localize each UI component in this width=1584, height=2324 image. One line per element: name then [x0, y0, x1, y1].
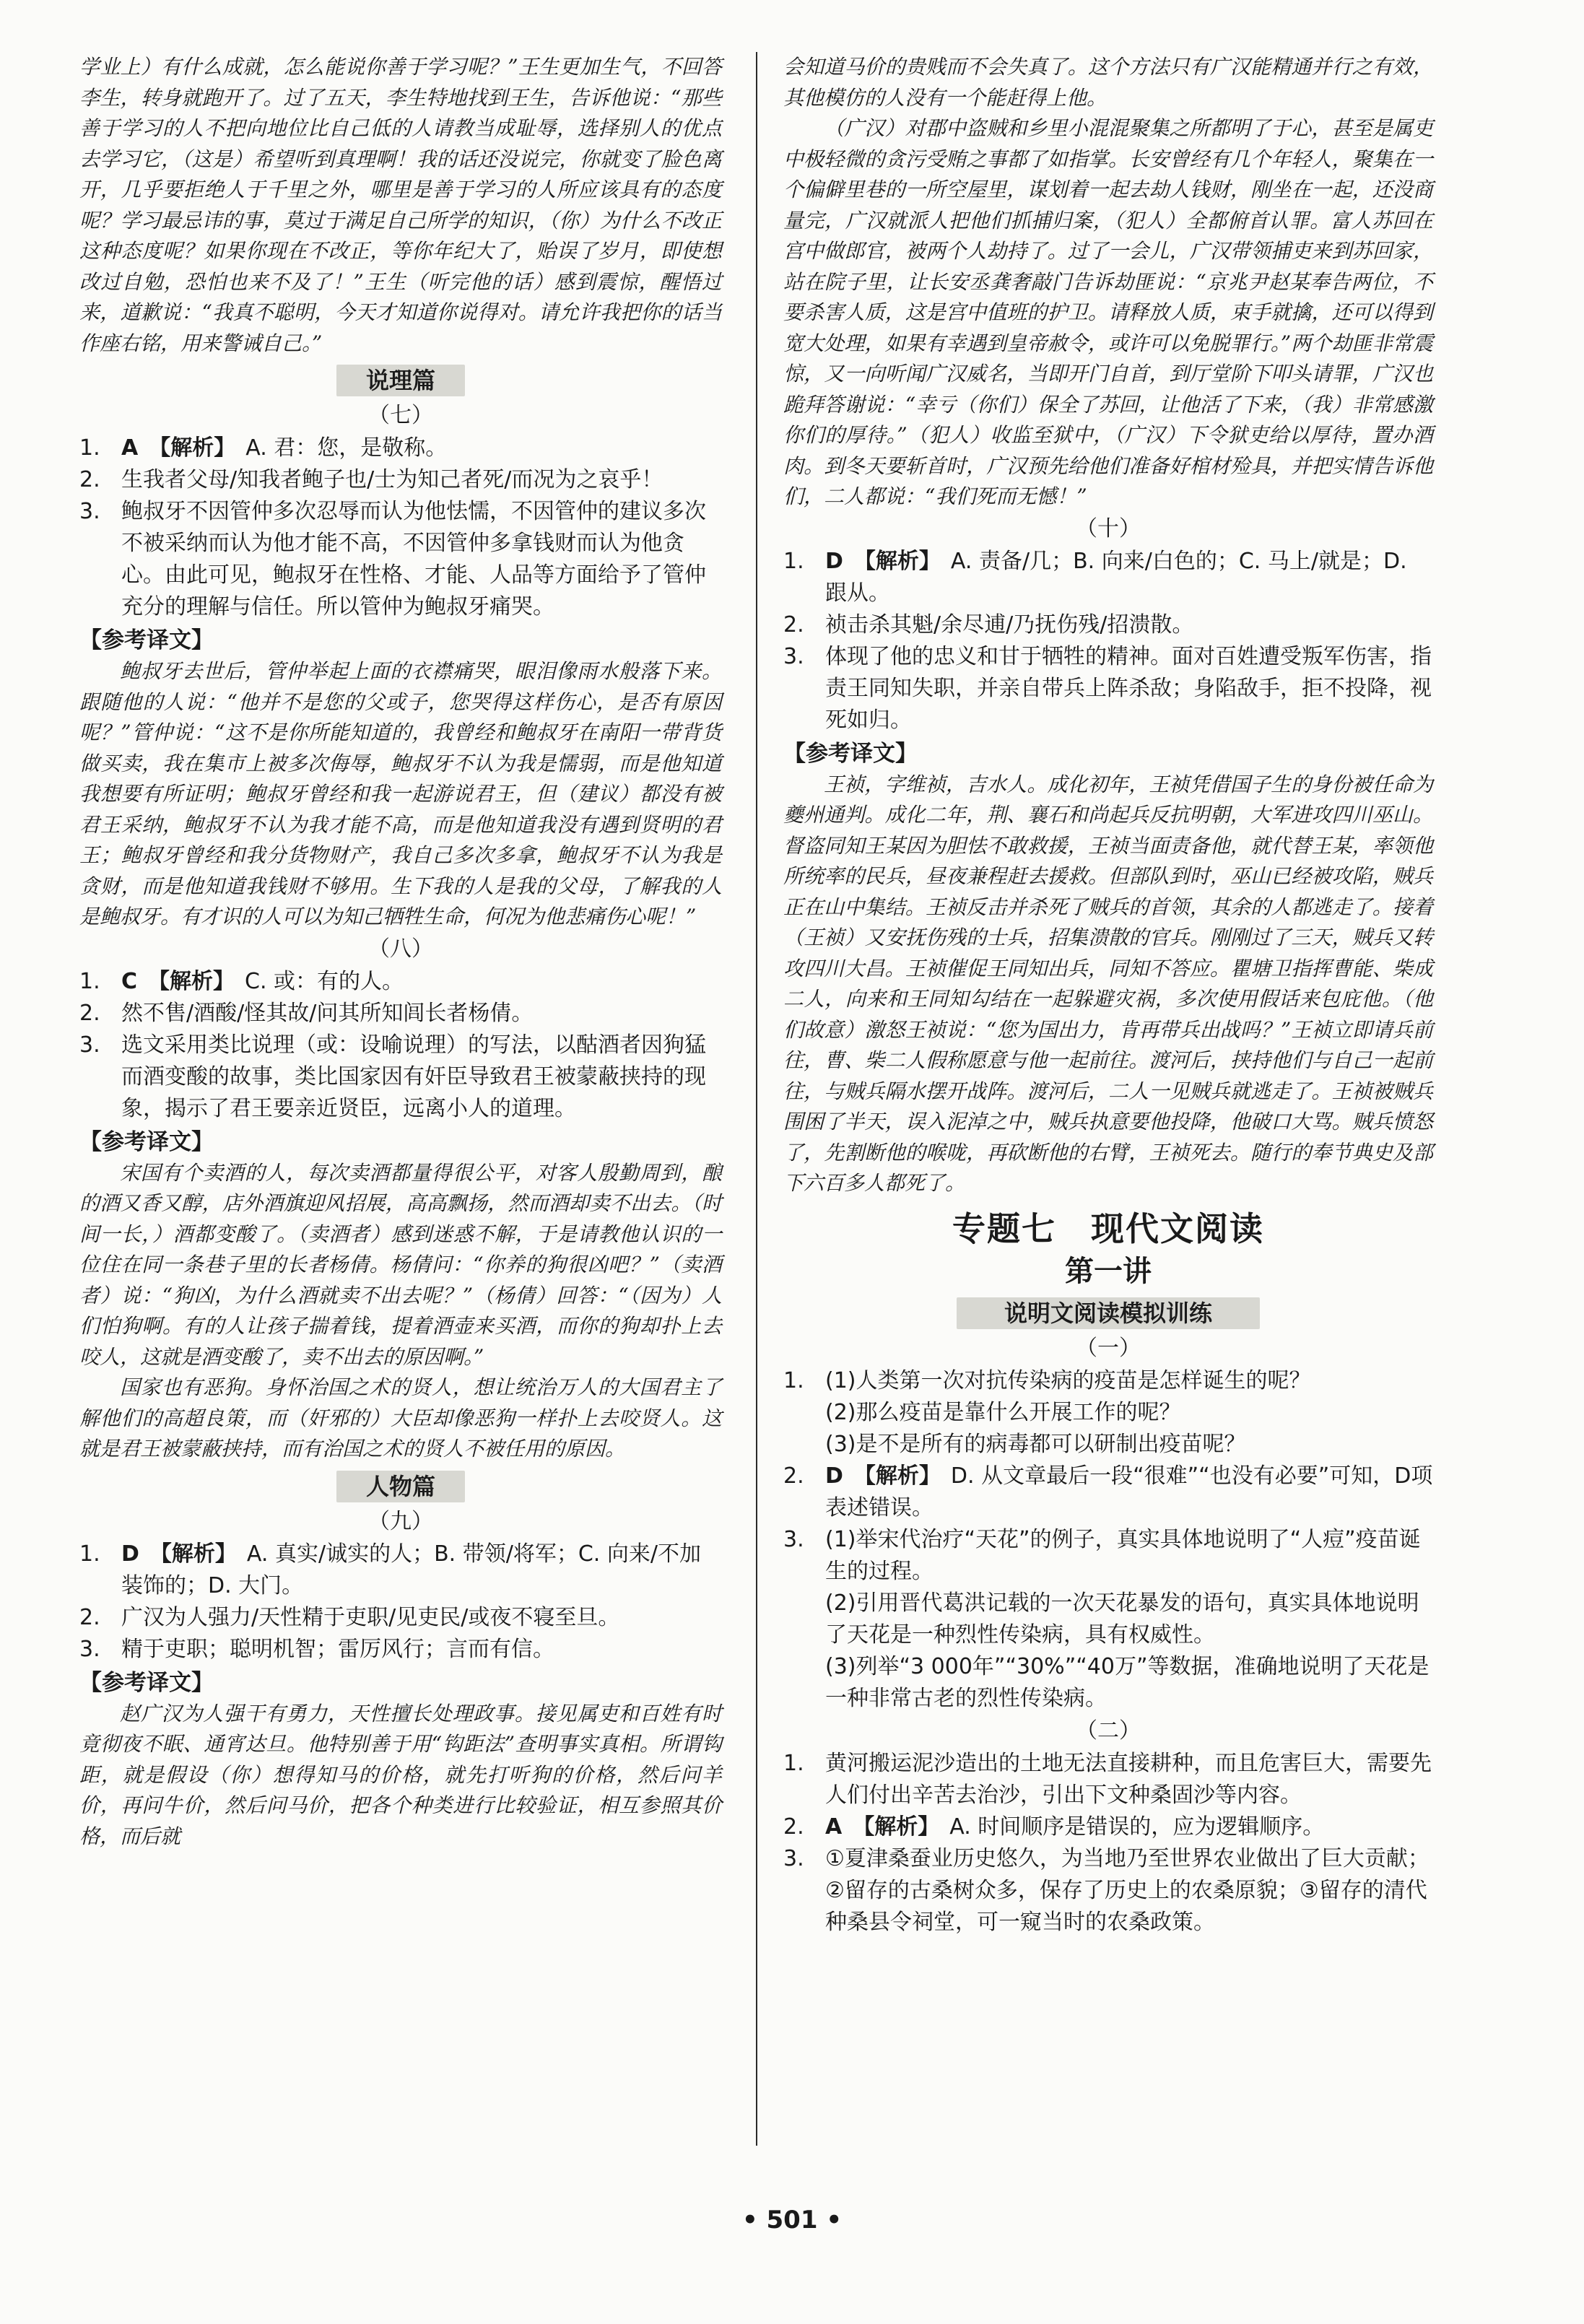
answer-item: 2. 生我者父母/知我者鲍子也/士为知己者死/而况为之哀乎！ — [79, 467, 663, 492]
exercise-number: （十） — [1076, 515, 1141, 541]
answer-item: 3. 体现了他的忠义和甘于牺牲的精神。面对百姓遭受叛军伤害，指责王同知失职，并亲自带兵上阵杀敌；身陷敌手，拒不投降，视死如归。 — [783, 643, 1432, 733]
left-column — [79, 52, 722, 1852]
translation-paragraph: 学业上）有什么成就，怎么能说你善于学习呢？”王生更加生气，不回答李生，转身就跑开了。过了五天，李生特地找到王生，告诉他说：“那些善于学习的人不把向地位比自己低的人请教当成耻辱，选择别人的优点去学习它，（这是）希望听到真理啊！我的话还没说完，你就变了脸色离开，几乎要拒绝人于千里之外，哪里是善于学习的人所应该具有的态度呢？学习最忌讳的事，莫过于满足自己所学的知识，（你）为什么不改正这种态度呢？如果你现在不改正，等你年纪大了，贻误了岁月，即使想改过自勉，恐怕也来不及了！”王生（听完他的话）感到震惊，醒悟过来，道歉说：“我真不聪明，今天才知道你说得对。请允许我把你的话当作座右铭，用来警诫自己。” — [79, 55, 722, 355]
translation-paragraph: （广汉）对郡中盗贼和乡里小混混聚集之所都明了于心，甚至是属吏中极轻微的贪污受贿之事都了如指掌。长安曾经有几个年轻人，聚集在一个偏僻里巷的一所空屋里，谋划着一起去劫人钱财，刚坐在一起，还没商量完，广汉就派人把他们抓捕归案，（犯人）全都俯首认罪。富人苏回在宫中做郎官，被两个人劫持了。过了一会儿，广汉带领捕吏来到苏回家，站在院子里，让长安丞龚奢敲门告诉劫匪说：“京兆尹赵某奉告两位，不要杀害人质，这是宫中值班的护卫。请释放人质，束手就擒，还可以得到宽大处理，如果有幸遇到皇帝赦令，或许可以免脱罪行。”两个劫匪非常震惊，又一向听闻广汉威名，当即开门自首，到厅堂阶下叩头请罪，广汉也跪拜答谢说：“幸亏（你们）保全了苏回，让他活了下来，（我）非常感激你们的厚待。”（犯人）收监至狱中，（广汉）下令狱吏给以厚待，置办酒肉。到冬天要斩首时，广汉预先给他们准备好棺材殓具，并把实情告诉他们，二人都说：“我们死而无憾！” — [783, 116, 1433, 508]
right-column — [783, 52, 1433, 1938]
answer-item: 2. D 【解析】 D. 从文章最后一段“很难”“也没有必要”可知，D项表述错误。 — [783, 1463, 1433, 1520]
answer-item: 3. ①夏津桑蚕业历史悠久，为当地乃至世界农业做出了巨大贡献；②留存的古桑树众多，保存了历史上的农桑原貌；③留存的清代种桑县令祠堂，可一窥当时的农桑政策。 — [783, 1845, 1429, 1935]
answer-item: 3. (1)举宋代治疗“天花”的例子，真实具体地说明了“人痘”疫苗诞生的过程。 — [783, 1526, 1421, 1584]
translation-paragraph: 鲍叔牙去世后，管仲举起上面的衣襟痛哭，眼泪像雨水般落下来。跟随他的人说：“他并不是您的父或子，您哭得这样伤心，是否有原因呢？”管仲说：“这不是你所能知道的，我曾经和鲍叔牙在南阳一带背货做买卖，我在集市上被多次侮辱，鲍叔牙不认为我是懦弱，而是他知道我想要有所证明；鲍叔牙曾经和我一起游说君王，但（建议）都没有被君王采纳，鲍叔牙不认为我才能不高，而是他知道我没有遇到贤明的君王；鲍叔牙曾经和我分货物财产，我自己多次多拿，鲍叔牙不认为我是贪财，而是他知道我钱财不够用。生下我的人是我的父母，了解我的人是鲍叔牙。有才识的人可以为知己牺牲生命，何况为他悲痛伤心呢！” — [79, 659, 722, 928]
exercise-number: （一） — [1076, 1335, 1141, 1361]
answer-item: 1. (1)人类第一次对抗传染病的疫苗是怎样诞生的呢？ — [783, 1367, 1311, 1393]
answer-item: 3. 选文采用类比说理（或：设喻说理）的写法，以酤酒者因狗猛而酒变酸的故事，类比国家因有奸臣导致君王被蒙蔽挟持的现象，揭示了君王要亲近贤臣，远离小人的道理。 — [79, 1032, 706, 1121]
exercise-number: （二） — [1076, 1718, 1141, 1744]
section-label-expository: 说明文阅读模拟训练 — [957, 1297, 1260, 1329]
translation-paragraph: 会知道马价的贵贱而不会失真了。这个方法只有广汉能精通并行之有效，其他模仿的人没有一个能赶得上他。 — [783, 55, 1433, 110]
page-number: • 501 • — [741, 2206, 843, 2234]
exercise-number: （八） — [368, 936, 433, 962]
answer-item: 2. 然不售/酒酸/怪其故/问其所知闾长者杨倩。 — [79, 1000, 534, 1026]
translation-paragraph: 赵广汉为人强干有勇力，天性擅长处理政事。接见属吏和百姓有时竟彻夜不眠、通宵达旦。他特别善于用“钩距法”查明事实真相。所谓钩距，就是假设（你）想得知马的价格，就先打听狗的价格，然后问羊价，再问牛价，然后问马价，把各个种类进行比较验证，相互参照其价格，而后就 — [79, 1701, 722, 1848]
answer-item: 2. 广汉为人强力/天性精于吏职/见吏民/或夜不寝至旦。 — [79, 1604, 620, 1630]
answer-item: 1. D 【解析】 A. 责备/几；B. 向来/白色的；C. 马上/就是；D. 跟从。 — [783, 548, 1407, 606]
answer-subitem: (2)引用晋代葛洪记载的一次天花暴发的语句，真实具体地说明了天花是一种烈性传染病，具有权威性。 — [825, 1590, 1419, 1648]
section-label-reasoning: 说理篇 — [336, 365, 465, 396]
lecture-heading: 第一讲 — [1065, 1254, 1152, 1288]
answer-item: 1. D 【解析】 A. 真实/诚实的人；B. 带领/将军；C. 向来/不加装饰的；D. 大门。 — [79, 1541, 701, 1598]
answer-item: 2. A 【解析】 A. 时间顺序是错误的，应为逻辑顺序。 — [783, 1814, 1325, 1840]
exercise-number: （九） — [368, 1508, 433, 1534]
answer-item: 2. 祯击杀其魁/余尽逋/乃抚伤残/招溃散。 — [783, 612, 1194, 637]
translation-paragraph: 国家也有恶狗。身怀治国之术的贤人，想让统治万人的大国君主了解他们的高超良策，而（奸邪的）大臣却像恶狗一样扑上去咬贤人。这就是君王被蒙蔽挟持，而有治国之术的贤人不被任用的原因。 — [79, 1375, 722, 1461]
answer-item: 3. 精于吏职；聪明机智；雷厉风行；言而有信。 — [79, 1636, 554, 1662]
section-label-people: 人物篇 — [336, 1471, 465, 1502]
topic-heading: 专题七 现代文阅读 — [952, 1209, 1264, 1248]
answer-subitem: (2)那么疫苗是靠什么开展工作的呢？ — [825, 1399, 1181, 1425]
translation-paragraph: 王祯，字维祯，吉水人。成化初年，王祯凭借国子生的身份被任命为夔州通判。成化二年，荆、襄石和尚起兵反抗明朝，大军进攻四川巫山。督盗同知王某因为胆怯不敢救援，王祯当面责备他，就代替王某，率领他所统率的民兵，昼夜兼程赶去援救。但部队到时，巫山已经被攻陷，贼兵正在山中集结。王祯反击并杀死了贼兵的首领，其余的人都逃走了。接着（王祯）又安抚伤残的士兵，招集溃散的官兵。刚刚过了三天，贼兵又转攻四川大昌。王祯催促王同知出兵，同知不答应。瞿塘卫指挥曹能、柴成二人，向来和王同知勾结在一起躲避灾祸，多次使用假话来包庇他。（他们故意）激怒王祯说：“您为国出力，肯再带兵出战吗？”王祯立即请兵前往，曹、柴二人假称愿意与他一起前往。渡河后，挟持他们与自己一起前往，与贼兵隔水摆开战阵。渡河后，二人一见贼兵就逃走了。王祯被贼兵围困了半天，误入泥淖之中，贼兵执意要他投降，他破口大骂。贼兵愤怒了，先割断他的喉咙，再砍断他的右臂，王祯死去。随行的奉节典史及部下六百多人都死了。 — [783, 772, 1433, 1195]
answer-item: 1. 黄河搬运泥沙造出的土地无法直接耕种，而且危害巨大，需要先人们付出辛苦去治沙，引出下文种桑固沙等内容。 — [783, 1750, 1432, 1808]
translation-paragraph: 宋国有个卖酒的人，每次卖酒都量得很公平，对客人殷勤周到，酿的酒又香又醇，店外酒旗迎风招展，高高飘扬，然而酒却卖不出去。（时间一长，）酒都变酸了。（卖酒者）感到迷惑不解，于是请教他认识的一位住在同一条巷子里的长者杨倩。杨倩问：“你养的狗很凶吧？”（卖酒者）说：“狗凶，为什么酒就卖不出去呢？”（杨倩）回答：“（因为）人们怕狗啊。有的人让孩子揣着钱，提着酒壶来买酒，而你的狗却扑上去咬人，这就是酒变酸了，卖不出去的原因啊。” — [79, 1160, 722, 1369]
answer-item: 1. C 【解析】 C. 或：有的人。 — [79, 968, 404, 994]
reference-translation-title: 【参考译文】 — [79, 1128, 214, 1155]
reference-translation-title: 【参考译文】 — [79, 1669, 214, 1696]
answer-subitem: (3)是不是所有的病毒都可以研制出疫苗呢？ — [825, 1431, 1246, 1457]
answer-item: 3. 鲍叔牙不因管仲多次忍辱而认为他怯懦，不因管仲的建议多次不被采纳而认为他才能不高，不因管仲多拿钱财而认为他贪心。由此可见，鲍叔牙在性格、才能、人品等方面给予了管仲充分的理解与信任。所以管仲为鲍叔牙痛哭。 — [79, 499, 706, 619]
reference-translation-title: 【参考译文】 — [783, 740, 918, 767]
exercise-number: （七） — [368, 403, 433, 428]
reference-translation-title: 【参考译文】 — [79, 627, 214, 653]
answer-item: 1. A 【解析】 A. 君：您，是敬称。 — [79, 435, 448, 461]
column-divider — [756, 52, 757, 2146]
answer-subitem: (3)列举“3 000年”“30%”“40万”等数据，准确地说明了天花是一种非常古老的烈性传染病。 — [825, 1653, 1429, 1711]
